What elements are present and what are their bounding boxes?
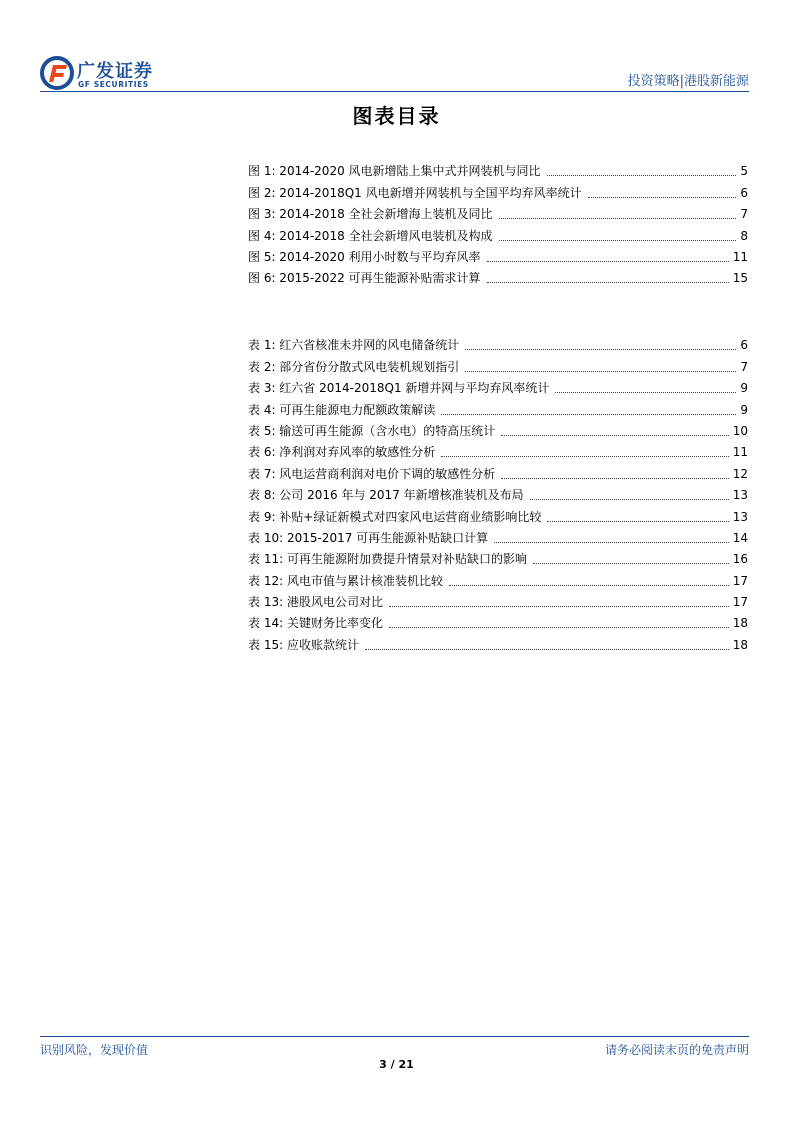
toc-entry-page: 10	[732, 423, 748, 438]
toc-entry-page: 7	[740, 359, 748, 374]
page-header	[40, 52, 749, 94]
dot-leader	[547, 174, 736, 176]
toc-entry-page: 6	[740, 185, 748, 200]
table-toc-entry[interactable]	[248, 418, 748, 439]
toc-entry-page: 5	[740, 164, 748, 179]
toc-entry-page: 17	[732, 595, 748, 610]
toc-entry-page: 14	[732, 530, 748, 545]
table-toc-entry[interactable]	[248, 482, 748, 503]
logo-english-name: GF SECURITIES	[78, 80, 149, 89]
toc-entry-label: 表 4: 可再生能源电力配额政策解读	[248, 402, 436, 417]
dot-leader	[499, 217, 736, 219]
table-toc-entry[interactable]	[248, 610, 748, 631]
dot-leader	[465, 370, 736, 372]
toc-entry-label: 表 9: 补贴+绿证新模式对四家风电运营商业绩影响比较	[248, 509, 542, 524]
table-toc-entry[interactable]	[248, 589, 748, 610]
toc-entry-page: 16	[732, 552, 748, 567]
footer-disclaimer-note: 请务必阅读末页的免责声明	[604, 1043, 749, 1057]
toc-entry-page: 9	[740, 402, 748, 417]
toc-entry-page: 7	[740, 207, 748, 222]
dot-leader	[494, 541, 729, 543]
table-toc-entry[interactable]	[248, 332, 748, 353]
table-toc-entry[interactable]	[248, 375, 748, 396]
toc-entry-label: 表 10: 2015-2017 可再生能源补贴缺口计算	[248, 530, 489, 545]
toc-entry-label: 表 11: 可再生能源附加费提升情景对补贴缺口的影响	[248, 552, 527, 567]
header-divider	[40, 91, 749, 92]
table-toc-entry[interactable]	[248, 439, 748, 460]
dot-leader	[533, 562, 729, 564]
toc-entry-page: 8	[740, 228, 748, 243]
toc-entry-page: 12	[732, 466, 748, 481]
toc-entry-page: 6	[740, 338, 748, 353]
toc-entry-page: 13	[732, 509, 748, 524]
footer-slogan: 识别风险，发现价值	[40, 1043, 149, 1057]
dot-leader	[441, 455, 728, 457]
table-toc-entry[interactable]	[248, 567, 748, 588]
figure-toc-entry[interactable]	[248, 244, 748, 265]
figure-toc-entry[interactable]	[248, 158, 748, 179]
toc-entry-page: 11	[732, 249, 748, 264]
table-toc-entry[interactable]	[248, 525, 748, 546]
figure-toc-entry[interactable]	[248, 222, 748, 243]
dot-leader	[499, 239, 736, 241]
toc-entry-label: 表 5: 输送可再生能源（含水电）的特高压统计	[248, 423, 496, 438]
toc-entry-label: 表 13: 港股风电公司对比	[248, 595, 383, 610]
dot-leader	[501, 477, 728, 479]
report-type-label: 投资策略|港股新能源	[627, 74, 749, 89]
dot-leader	[365, 648, 729, 650]
toc-entry-label: 图 5: 2014-2020 利用小时数与平均弃风率	[248, 249, 481, 264]
table-toc-entry[interactable]	[248, 503, 748, 524]
table-toc-entry[interactable]	[248, 546, 748, 567]
toc-entry-page: 11	[732, 445, 748, 460]
table-toc-entry[interactable]	[248, 396, 748, 417]
page-title: 图表目录	[352, 104, 441, 128]
toc-entry-label: 表 6: 净利润对弃风率的敏感性分析	[248, 445, 436, 460]
footer-divider	[40, 1036, 749, 1037]
dot-leader	[389, 605, 729, 607]
table-toc-entry[interactable]	[248, 353, 748, 374]
toc-entry-page: 9	[740, 381, 748, 396]
toc-entry-label: 图 6: 2015-2022 可再生能源补贴需求计算	[248, 271, 481, 286]
figure-toc-entry[interactable]	[248, 201, 748, 222]
toc-entry-label: 图 2: 2014-2018Q1 风电新增并网装机与全国平均弃风率统计	[248, 185, 582, 200]
dot-leader	[487, 260, 729, 262]
toc-entry-page: 13	[732, 488, 748, 503]
toc-entry-label: 图 1: 2014-2020 风电新增陆上集中式并网装机与同比	[248, 164, 541, 179]
toc-entry-label: 表 14: 关键财务比率变化	[248, 616, 383, 631]
toc-entry-label: 表 15: 应收账款统计	[248, 637, 359, 652]
toc-entry-page: 18	[732, 637, 748, 652]
dot-leader	[441, 413, 736, 415]
figure-toc-list	[248, 158, 748, 286]
toc-entry-label: 表 1: 红六省核准未并网的风电储备统计	[248, 338, 460, 353]
dot-leader	[465, 348, 736, 350]
dot-leader	[389, 626, 729, 628]
toc-entry-label: 表 3: 红六省 2014-2018Q1 新增并网与平均弃风率统计	[248, 381, 550, 396]
gf-logo-icon	[40, 56, 74, 90]
figure-toc-entry[interactable]	[248, 265, 748, 286]
toc-entry-page: 15	[732, 271, 748, 286]
toc-entry-page: 17	[732, 573, 748, 588]
toc-entry-page: 18	[732, 616, 748, 631]
toc-entry-label: 表 7: 风电运营商利润对电价下调的敏感性分析	[248, 466, 496, 481]
dot-leader	[487, 281, 729, 283]
toc-entry-label: 图 3: 2014-2018 全社会新增海上装机及同比	[248, 207, 493, 222]
dot-leader	[449, 584, 729, 586]
toc-entry-label: 表 2: 部分省份分散式风电装机规划指引	[248, 359, 460, 374]
logo-chinese-name: 广发证券	[77, 61, 153, 82]
figure-toc-entry[interactable]	[248, 179, 748, 200]
table-toc-list	[248, 332, 748, 653]
table-toc-entry[interactable]	[248, 460, 748, 481]
dot-leader	[588, 196, 736, 198]
page-number: 3 / 21	[379, 1058, 414, 1071]
gf-securities-logo	[40, 56, 200, 92]
toc-entry-label: 图 4: 2014-2018 全社会新增风电装机及构成	[248, 228, 493, 243]
dot-leader	[530, 498, 729, 500]
table-toc-entry[interactable]	[248, 631, 748, 652]
dot-leader	[555, 391, 736, 393]
dot-leader	[501, 434, 728, 436]
dot-leader	[547, 520, 728, 522]
toc-entry-label: 表 12: 风电市值与累计核准装机比较	[248, 573, 443, 588]
toc-entry-label: 表 8: 公司 2016 年与 2017 年新增核准装机及布局	[248, 488, 524, 503]
